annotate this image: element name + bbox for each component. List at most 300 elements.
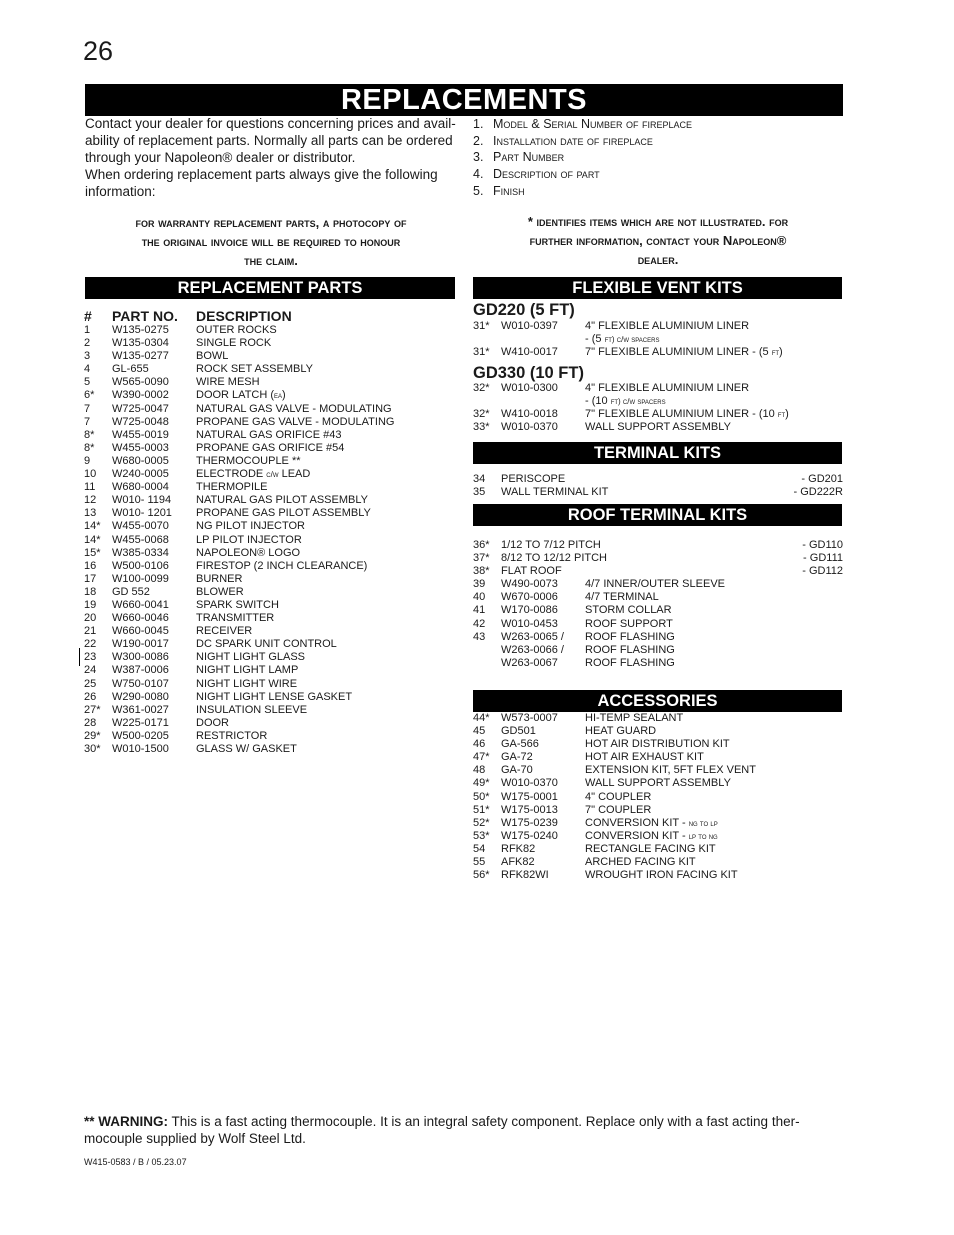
description-text: 4" FLEXIBLE ALUMINIUM LINER bbox=[585, 320, 750, 332]
table-row bbox=[473, 856, 843, 869]
intro-text bbox=[85, 115, 457, 200]
part-number: AFK82 bbox=[501, 856, 535, 869]
item-number: 41 bbox=[473, 604, 486, 617]
description bbox=[196, 638, 337, 651]
description bbox=[585, 791, 651, 804]
description bbox=[196, 599, 279, 612]
table-row bbox=[473, 395, 843, 408]
model-code: - GD201 bbox=[801, 473, 843, 485]
table-row bbox=[84, 678, 456, 691]
description bbox=[585, 578, 725, 591]
table-row bbox=[473, 644, 843, 657]
description bbox=[196, 455, 301, 468]
item-number: 49* bbox=[473, 777, 490, 790]
item-number: 45 bbox=[473, 725, 486, 738]
part-number: W387-0006 bbox=[112, 664, 169, 677]
description-text: THERMOCOUPLE ** bbox=[196, 454, 301, 467]
description bbox=[196, 403, 392, 416]
description-text: ROOF FLASHING bbox=[585, 643, 675, 656]
part-number: GA-566 bbox=[501, 738, 539, 751]
part-number: W390-0002 bbox=[112, 389, 169, 402]
table-row bbox=[473, 382, 843, 395]
order-info-item: 3. Part Number bbox=[473, 150, 565, 165]
part-number: W010-0370 bbox=[501, 421, 558, 434]
part-number: W263-0066 / bbox=[501, 643, 564, 656]
part-number: W680-0005 bbox=[112, 454, 169, 467]
table-row bbox=[473, 764, 843, 777]
description bbox=[196, 625, 252, 638]
description bbox=[196, 324, 277, 337]
description-text: - (10 bbox=[585, 395, 611, 408]
item-number: 36* bbox=[473, 539, 490, 551]
table-row bbox=[84, 350, 456, 363]
table-row bbox=[84, 730, 456, 743]
description-text: WROUGHT IRON FACING KIT bbox=[585, 869, 738, 882]
part-number: W175-0001 bbox=[501, 790, 558, 803]
table-row bbox=[473, 738, 843, 751]
table-row bbox=[84, 625, 456, 638]
part-number: W410-0017 bbox=[501, 346, 558, 359]
part-number: W010-0453 bbox=[501, 617, 558, 630]
item-number: 14* bbox=[84, 520, 101, 533]
table-row bbox=[473, 320, 843, 333]
description-text: SINGLE ROCK bbox=[196, 337, 272, 350]
description bbox=[585, 830, 718, 843]
description-small-caps: ft bbox=[777, 410, 786, 420]
part-number: W010- 1201 bbox=[112, 507, 172, 520]
table-row bbox=[473, 725, 843, 738]
description bbox=[196, 468, 310, 481]
description-text: 4" FLEXIBLE ALUMINIUM LINER bbox=[585, 382, 750, 394]
table-row bbox=[84, 468, 456, 481]
text-cursor bbox=[79, 648, 80, 666]
description-text: 4/7 TERMINAL bbox=[585, 591, 659, 604]
intro-line: Contact your dealer for questions concerning prices and avail- bbox=[85, 116, 456, 131]
description-text: 7" FLEXIBLE ALUMINIUM LINER - (5 bbox=[585, 346, 772, 359]
description-text: WALL TERMINAL KIT bbox=[501, 486, 609, 499]
description-text: NIGHT LIGHT GLASS bbox=[196, 651, 306, 664]
table-row bbox=[473, 843, 843, 856]
description-text: HOT AIR DISTRIBUTION KIT bbox=[585, 738, 730, 751]
part-number: W725-0048 bbox=[112, 415, 169, 428]
item-number: 39 bbox=[473, 578, 486, 591]
item-number: 56* bbox=[473, 869, 490, 882]
description bbox=[585, 644, 675, 657]
description bbox=[585, 738, 730, 751]
table-row bbox=[84, 455, 456, 468]
part-number: W500-0106 bbox=[112, 559, 169, 572]
part-number: W455-0070 bbox=[112, 520, 169, 533]
description-text: OUTER ROCKS bbox=[196, 324, 277, 336]
table-row bbox=[473, 539, 843, 552]
description bbox=[196, 560, 367, 573]
description bbox=[196, 442, 344, 455]
gd220-heading: GD220 (5 FT) bbox=[473, 301, 575, 319]
table-row bbox=[473, 804, 843, 817]
description bbox=[585, 395, 666, 408]
description bbox=[585, 777, 731, 790]
description bbox=[585, 856, 696, 869]
order-info-item: 1. Model & Serial Number of fireplace bbox=[473, 117, 693, 131]
part-number: W290-0080 bbox=[112, 690, 169, 703]
part-number: W410-0018 bbox=[501, 408, 558, 421]
table-row bbox=[84, 324, 456, 337]
intro-line: ability of replacement parts. Normally all parts can be ordered bbox=[85, 133, 453, 148]
description bbox=[501, 473, 565, 486]
description-text: WIRE MESH bbox=[196, 376, 260, 389]
item-number: 42 bbox=[473, 617, 486, 630]
item-number: 43 bbox=[473, 630, 486, 643]
description bbox=[585, 843, 716, 856]
description-small-caps: ft) c/w spacers bbox=[610, 397, 666, 407]
description-text: STORM COLLAR bbox=[585, 604, 672, 617]
item-number: 23 bbox=[84, 651, 97, 664]
part-number: W010-0370 bbox=[501, 777, 558, 790]
thermocouple-warning bbox=[84, 1113, 844, 1147]
table-row bbox=[473, 869, 843, 882]
table-row bbox=[473, 751, 843, 764]
description-text: RESTRICTOR bbox=[196, 729, 268, 742]
description bbox=[196, 534, 302, 547]
description-text: PERISCOPE bbox=[501, 473, 566, 485]
item-number: 46 bbox=[473, 738, 486, 751]
description-text: WALL SUPPORT ASSEMBLY bbox=[585, 421, 731, 434]
table-row bbox=[473, 657, 843, 670]
table-row bbox=[84, 442, 456, 455]
table-row bbox=[84, 704, 456, 717]
description bbox=[585, 591, 659, 604]
part-number: W500-0205 bbox=[112, 729, 169, 742]
table-row bbox=[473, 618, 843, 631]
table-row bbox=[473, 473, 843, 486]
table-row bbox=[84, 586, 456, 599]
description bbox=[196, 389, 286, 402]
description bbox=[585, 346, 783, 359]
part-number: W010-0397 bbox=[501, 320, 558, 332]
description bbox=[196, 363, 313, 376]
description bbox=[196, 586, 244, 599]
description-text: ELECTRODE bbox=[196, 468, 267, 481]
part-number: W660-0041 bbox=[112, 598, 169, 611]
description bbox=[196, 691, 352, 704]
description-small-caps: ng to lp bbox=[688, 818, 718, 828]
warranty-note: for warranty replacement parts, a photocopy of the original invoice will be required to honour the claim. bbox=[135, 215, 407, 268]
description bbox=[196, 481, 268, 494]
description-text: EXTENSION KIT, 5FT FLEX VENT bbox=[585, 764, 756, 777]
item-number: 10 bbox=[84, 468, 97, 481]
part-number: 8/12 TO 12/12 PITCH bbox=[501, 552, 607, 565]
item-number: 8* bbox=[84, 441, 95, 454]
part-number: W385-0334 bbox=[112, 546, 169, 559]
part-number: W263-0067 bbox=[501, 656, 558, 669]
item-number: 38* bbox=[473, 565, 490, 578]
description bbox=[196, 612, 274, 625]
item-number: 7 bbox=[84, 415, 91, 428]
table-row bbox=[84, 403, 456, 416]
item-number: 2 bbox=[84, 337, 91, 350]
description-text: ROOF FLASHING bbox=[585, 656, 675, 669]
item-number: 51* bbox=[473, 803, 490, 816]
part-number: W455-0019 bbox=[112, 428, 169, 441]
table-row bbox=[84, 612, 456, 625]
table-row bbox=[473, 565, 843, 578]
description-text: BURNER bbox=[196, 572, 243, 585]
part-number: RFK82WI bbox=[501, 869, 549, 882]
page-number: 26 bbox=[83, 36, 114, 66]
table-row bbox=[84, 494, 456, 507]
table-row bbox=[473, 604, 843, 617]
part-number: W680-0004 bbox=[112, 481, 169, 494]
table-row bbox=[84, 664, 456, 677]
part-number: W135-0277 bbox=[112, 350, 169, 363]
part-number: GD 552 bbox=[112, 585, 150, 598]
item-number: 30* bbox=[84, 743, 101, 755]
description bbox=[196, 573, 242, 586]
description-text: PROPANE GAS VALVE - MODULATING bbox=[196, 415, 395, 428]
replacement-parts-heading: REPLACEMENT PARTS bbox=[85, 277, 455, 299]
item-number: 11 bbox=[84, 481, 96, 494]
part-number: W225-0171 bbox=[112, 716, 169, 729]
star-note: * identifies items which are not illustrated. for further information, contact your Napoleon® dealer. bbox=[527, 214, 789, 267]
table-row bbox=[84, 376, 456, 389]
roof-terminal-kits-list bbox=[473, 539, 843, 670]
table-row bbox=[84, 416, 456, 429]
intro-line: When ordering replacement parts always give the following bbox=[85, 167, 438, 182]
part-number: GL-655 bbox=[112, 363, 149, 376]
table-row bbox=[473, 791, 843, 804]
item-number: 20 bbox=[84, 612, 97, 625]
description-text: NG PILOT INJECTOR bbox=[196, 520, 306, 533]
description bbox=[585, 382, 749, 395]
description-text: NAPOLEON® LOGO bbox=[196, 546, 301, 559]
part-number: W175-0239 bbox=[501, 816, 558, 829]
model-code: - GD222R bbox=[793, 486, 843, 499]
description-text: PROPANE GAS ORIFICE #54 bbox=[196, 441, 345, 454]
item-number: 53* bbox=[473, 829, 490, 842]
table-row bbox=[473, 552, 843, 565]
item-number: 27* bbox=[84, 703, 101, 716]
description-text: THERMOPILE bbox=[196, 481, 268, 494]
part-number: W175-0013 bbox=[501, 803, 558, 816]
table-row bbox=[84, 547, 456, 560]
item-number: 7 bbox=[84, 402, 91, 415]
part-number: W135-0275 bbox=[112, 324, 169, 336]
item-number: 50* bbox=[473, 790, 490, 803]
description-small-caps: ft) c/w spacers bbox=[604, 335, 660, 345]
gd330-heading: GD330 (10 FT) bbox=[473, 364, 584, 382]
table-row bbox=[84, 520, 456, 533]
table-row bbox=[473, 591, 843, 604]
part-number: W725-0047 bbox=[112, 402, 169, 415]
part-number: W750-0107 bbox=[112, 677, 169, 690]
description bbox=[585, 320, 749, 333]
description-text: LEAD bbox=[278, 468, 311, 481]
terminal-kits-list bbox=[473, 473, 843, 499]
description bbox=[196, 704, 307, 717]
item-number: 55 bbox=[473, 856, 486, 869]
item-number: 37* bbox=[473, 552, 490, 565]
item-number: 21 bbox=[84, 625, 97, 638]
part-number: W010-0300 bbox=[501, 382, 558, 394]
item-number: 32* bbox=[473, 382, 490, 394]
item-number: 18 bbox=[84, 585, 97, 598]
item-number: 48 bbox=[473, 764, 486, 777]
table-row bbox=[473, 817, 843, 830]
description bbox=[585, 618, 673, 631]
table-row bbox=[84, 717, 456, 730]
part-number: FLAT ROOF bbox=[501, 565, 562, 578]
item-number: 6* bbox=[84, 389, 95, 402]
part-number: W490-0073 bbox=[501, 578, 558, 591]
item-number: 12 bbox=[84, 494, 97, 507]
item-number: 24 bbox=[84, 664, 97, 677]
description bbox=[585, 725, 656, 738]
parts-column-header: # PART NO. DESCRIPTION bbox=[84, 308, 292, 324]
description bbox=[585, 421, 731, 434]
description-text: HEAT GUARD bbox=[585, 725, 657, 738]
table-row bbox=[84, 363, 456, 376]
table-row bbox=[473, 631, 843, 644]
item-number: 47* bbox=[473, 751, 490, 764]
item-number: 17 bbox=[84, 572, 97, 585]
description-text: WALL SUPPORT ASSEMBLY bbox=[585, 777, 731, 790]
part-number: W190-0017 bbox=[112, 638, 169, 651]
part-number: 1/12 TO 7/12 PITCH bbox=[501, 539, 601, 551]
table-row bbox=[84, 743, 456, 756]
description bbox=[196, 494, 368, 507]
item-number: 22 bbox=[84, 638, 97, 651]
description-small-caps: ea bbox=[274, 391, 283, 401]
description bbox=[196, 520, 305, 533]
item-number: 33* bbox=[473, 421, 490, 434]
description-text: GLASS W/ GASKET bbox=[196, 743, 297, 755]
order-info-item: 2. Installation date of fireplace bbox=[473, 133, 653, 148]
table-row bbox=[84, 534, 456, 547]
part-number: W573-0007 bbox=[501, 712, 558, 724]
table-row bbox=[473, 777, 843, 790]
item-number: 8* bbox=[84, 428, 95, 441]
part-number: W010- 1194 bbox=[112, 494, 172, 507]
description-small-caps: c/w bbox=[266, 470, 279, 480]
description bbox=[196, 664, 298, 677]
description-text: NIGHT LIGHT WIRE bbox=[196, 677, 298, 690]
description bbox=[585, 817, 718, 830]
order-info-item: 4. Description of part bbox=[473, 167, 600, 182]
table-row bbox=[84, 573, 456, 586]
table-row bbox=[84, 481, 456, 494]
item-number: 34 bbox=[473, 473, 486, 485]
description-text: FIRESTOP (2 INCH CLEARANCE) bbox=[196, 559, 368, 572]
description-text: ROOF SUPPORT bbox=[585, 617, 673, 630]
description-text: ) bbox=[282, 389, 286, 402]
description-small-caps: ft bbox=[771, 348, 780, 358]
description bbox=[196, 337, 271, 350]
model-code: - GD111 bbox=[803, 552, 843, 565]
item-number: 52* bbox=[473, 816, 490, 829]
warning-text: This is a fast acting thermocouple. It is an integral safety component. Replace only with a fast acting ther- bbox=[168, 1114, 800, 1129]
page-title: REPLACEMENTS bbox=[85, 84, 843, 116]
description-text: NATURAL GAS VALVE - MODULATING bbox=[196, 402, 392, 415]
description-text: 4/7 INNER/OUTER SLEEVE bbox=[585, 578, 725, 591]
description bbox=[585, 764, 756, 777]
description-text: HI-TEMP SEALANT bbox=[585, 712, 684, 724]
description-text: 4" COUPLER bbox=[585, 790, 652, 803]
part-number: W300-0086 bbox=[112, 651, 169, 664]
warning-label: ** WARNING: bbox=[84, 1114, 168, 1129]
part-number: W170-0086 bbox=[501, 604, 558, 617]
description-text: NATURAL GAS PILOT ASSEMBLY bbox=[196, 494, 368, 507]
accessories-heading: ACCESSORIES bbox=[473, 690, 842, 712]
description-text: 7" COUPLER bbox=[585, 803, 652, 816]
description bbox=[585, 804, 651, 817]
table-row bbox=[84, 651, 456, 664]
model-code: - GD112 bbox=[802, 565, 843, 578]
part-number: RFK82 bbox=[501, 842, 536, 855]
description-text: ROOF FLASHING bbox=[585, 630, 675, 643]
description bbox=[196, 547, 300, 560]
table-row bbox=[473, 712, 843, 725]
description-text: CONVERSION KIT - bbox=[585, 816, 689, 829]
flexible-vent-kits-heading: FLEXIBLE VENT KITS bbox=[473, 277, 842, 299]
order-info-item: 5. Finish bbox=[473, 183, 525, 198]
description-text: NATURAL GAS ORIFICE #43 bbox=[196, 428, 342, 441]
part-number: W263-0065 / bbox=[501, 630, 564, 643]
description-text: ARCHED FACING KIT bbox=[585, 856, 696, 869]
part-number: W100-0099 bbox=[112, 572, 169, 585]
item-number: 25 bbox=[84, 677, 97, 690]
description-text: LP PILOT INJECTOR bbox=[196, 533, 302, 546]
part-number: W135-0304 bbox=[112, 337, 169, 350]
part-number: GA-72 bbox=[501, 751, 533, 764]
part-number: W455-0068 bbox=[112, 533, 169, 546]
part-number: W670-0006 bbox=[501, 591, 558, 604]
warning-text: mocouple supplied by Wolf Steel Ltd. bbox=[84, 1131, 306, 1146]
part-number: W565-0090 bbox=[112, 376, 169, 389]
item-number: 28 bbox=[84, 716, 97, 729]
description-text: INSULATION SLEEVE bbox=[196, 703, 308, 716]
gd220-list bbox=[473, 320, 843, 359]
accessories-list bbox=[473, 712, 843, 882]
description bbox=[585, 657, 675, 670]
item-number: 3 bbox=[84, 350, 91, 363]
item-number: 19 bbox=[84, 598, 97, 611]
description-text: DOOR bbox=[196, 716, 229, 729]
description bbox=[196, 429, 341, 442]
item-number: 44* bbox=[473, 712, 490, 724]
item-number: 40 bbox=[473, 591, 486, 604]
table-row bbox=[473, 408, 843, 421]
description-text: RECTANGLE FACING KIT bbox=[585, 842, 716, 855]
table-row bbox=[473, 346, 843, 359]
description bbox=[196, 678, 297, 691]
item-number: 9 bbox=[84, 454, 91, 467]
part-number: W175-0240 bbox=[501, 829, 558, 842]
part-number: W240-0005 bbox=[112, 468, 169, 481]
description-text: PROPANE GAS PILOT ASSEMBLY bbox=[196, 507, 371, 520]
part-number: W361-0027 bbox=[112, 703, 169, 716]
description-text: NIGHT LIGHT LAMP bbox=[196, 664, 299, 677]
item-number: 35 bbox=[473, 486, 486, 499]
table-row bbox=[84, 560, 456, 573]
table-row bbox=[84, 691, 456, 704]
item-number: 31* bbox=[473, 320, 490, 332]
table-row bbox=[84, 337, 456, 350]
description-text: DOOR LATCH ( bbox=[196, 389, 275, 402]
description bbox=[501, 486, 608, 499]
part-number: W660-0046 bbox=[112, 612, 169, 625]
description-text: RECEIVER bbox=[196, 625, 253, 638]
item-number: 31* bbox=[473, 346, 490, 359]
